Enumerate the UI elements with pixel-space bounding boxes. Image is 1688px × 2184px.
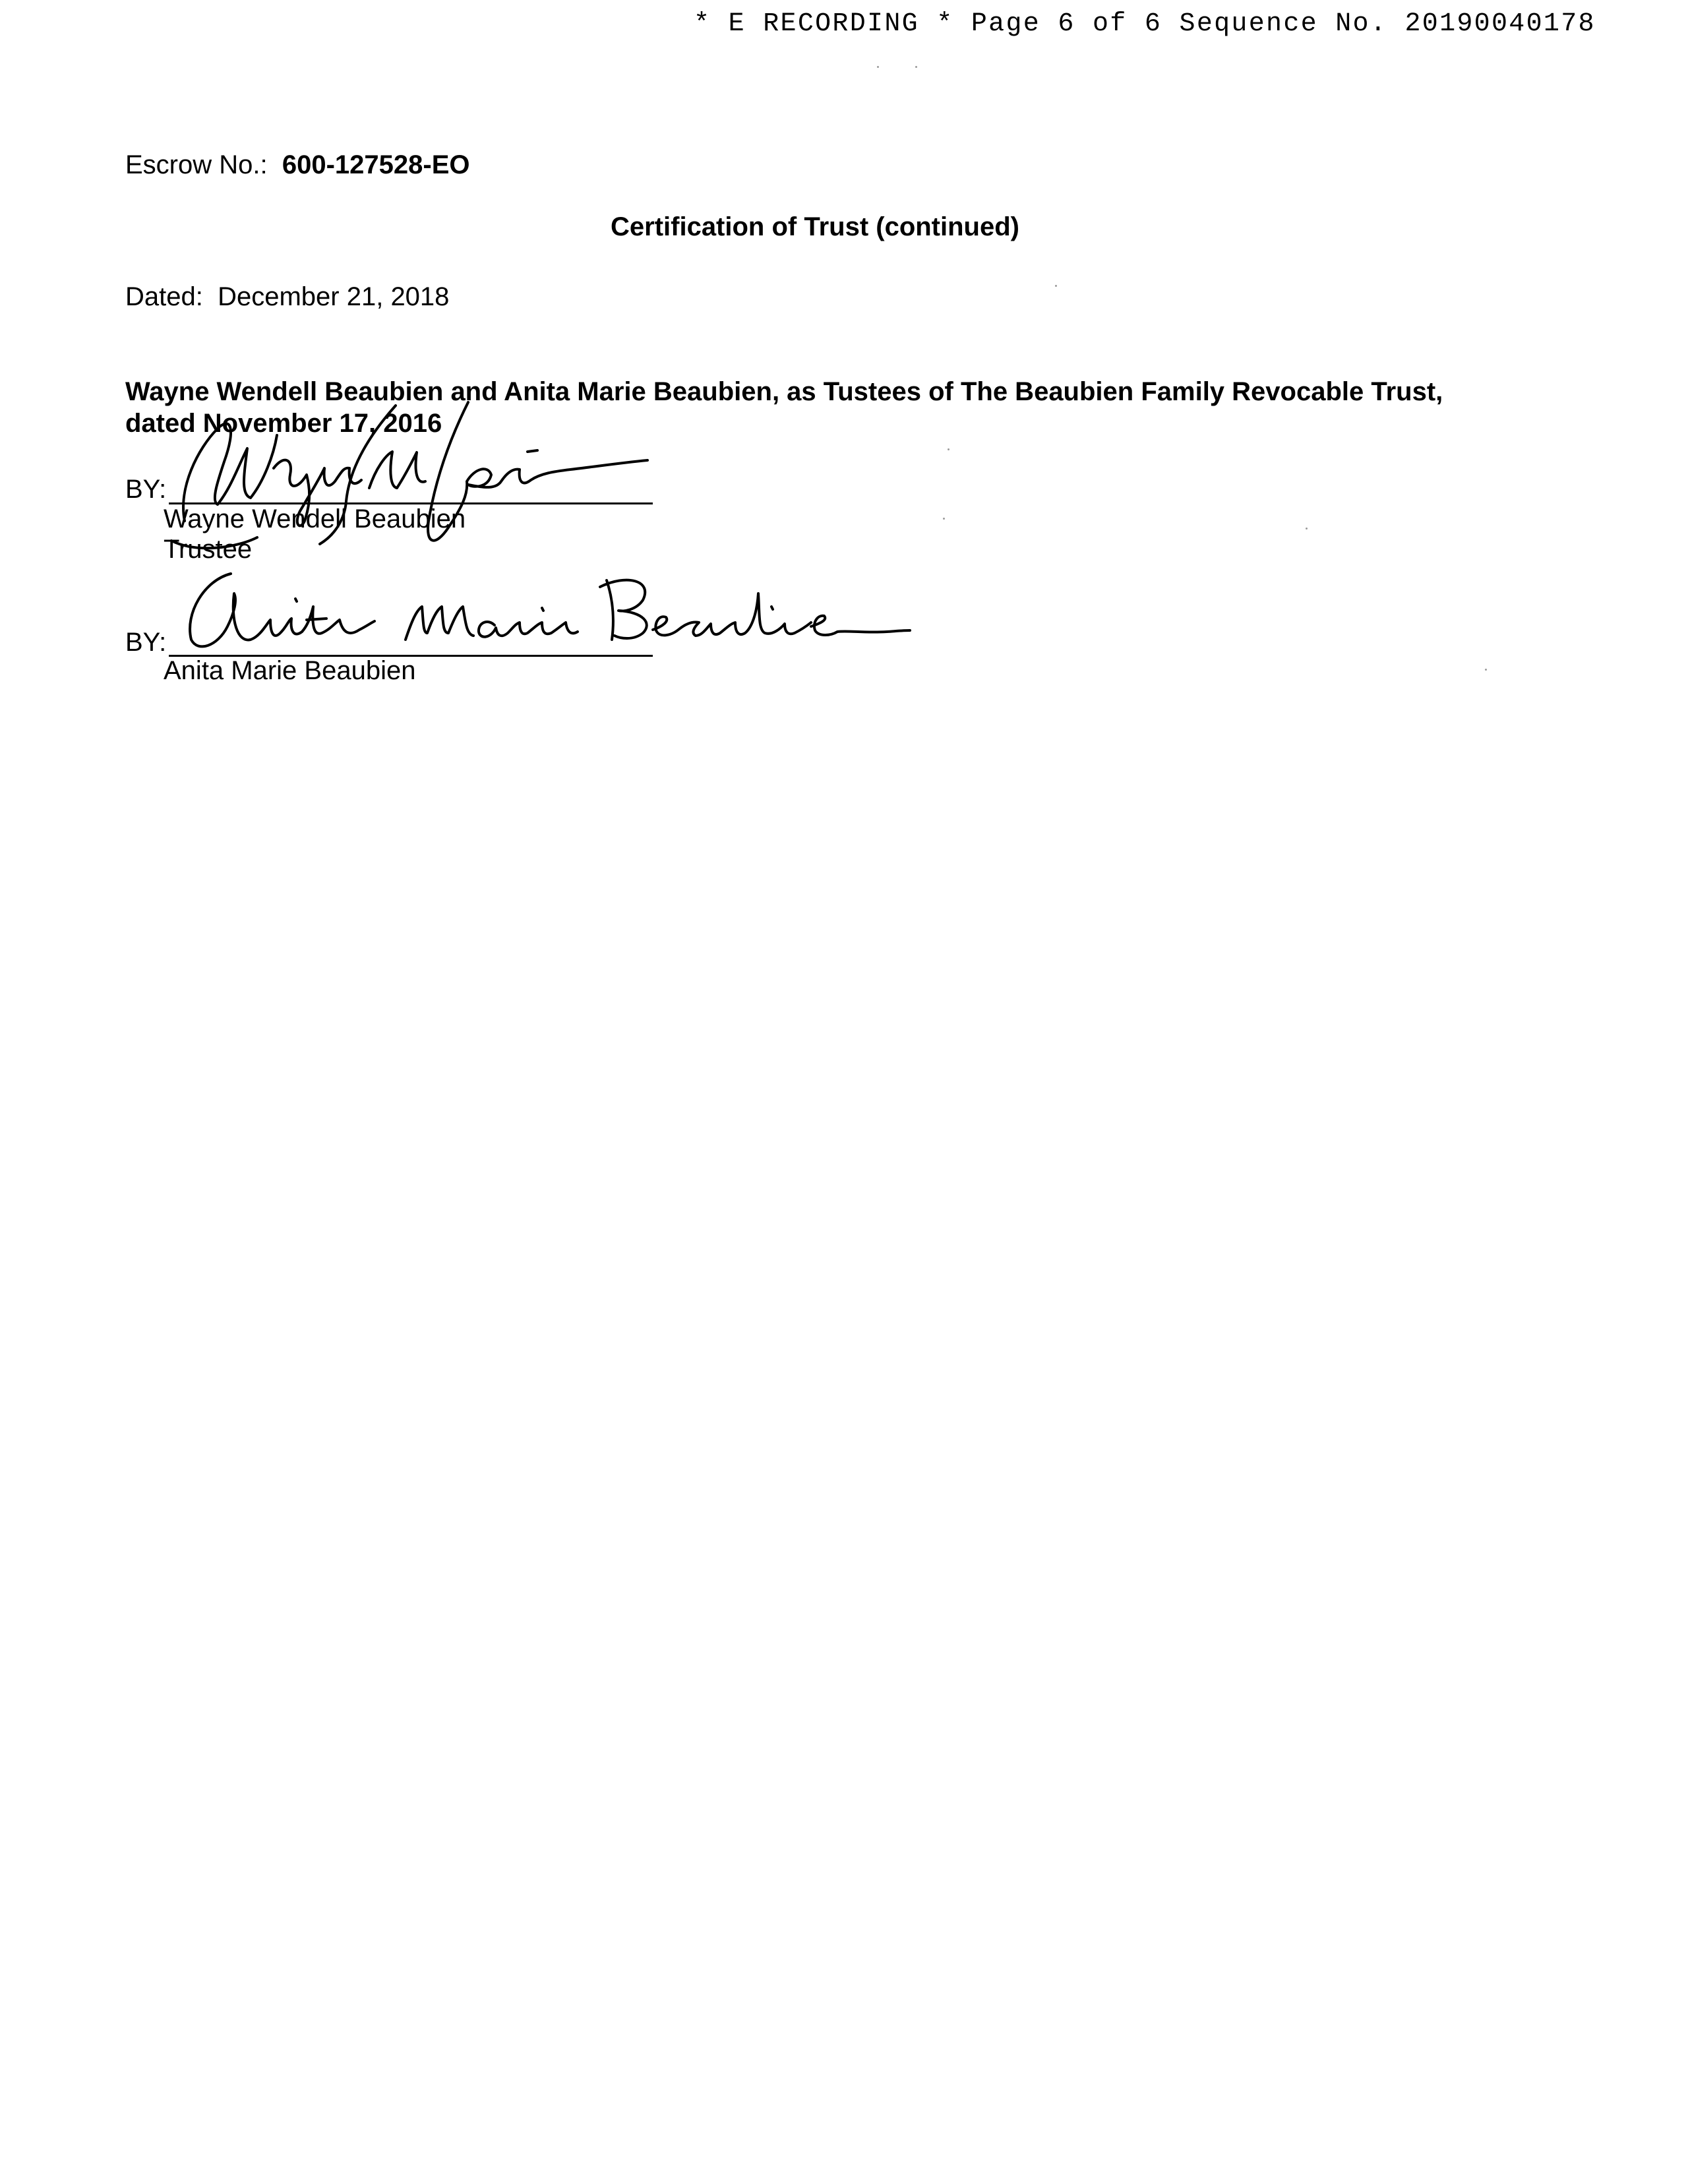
scan-speck — [948, 448, 950, 450]
signature-1-handwriting — [158, 389, 666, 567]
scan-speck — [1055, 285, 1057, 287]
scan-speck — [1485, 669, 1487, 671]
escrow-label: Escrow No.: — [125, 150, 268, 179]
signature-2-handwriting — [178, 567, 917, 659]
parties-line-2: dated November 17, 2016 — [125, 409, 442, 438]
signature-1-title: Trustee — [164, 535, 253, 564]
signature-1-name: Wayne Wendell Beaubien — [164, 504, 466, 533]
recording-header: * E RECORDING * Page 6 of 6 Sequence No. 20190040178 — [694, 9, 1596, 39]
scan-speck — [915, 66, 917, 68]
scan-speck — [943, 518, 945, 520]
document-title: Certification of Trust (continued) — [611, 212, 1019, 241]
signature-2-name: Anita Marie Beaubien — [164, 656, 416, 685]
escrow-value: 600-127528-EO — [282, 150, 470, 179]
parties-line-1: Wayne Wendell Beaubien and Anita Marie Beaubien, as Tustees of The Beaubien Family Revocable Trust, — [125, 377, 1443, 406]
dated-label: Dated: — [125, 282, 203, 311]
escrow-number — [125, 150, 470, 180]
dated-date: December 21, 2018 — [218, 282, 450, 311]
signature-2-by-label: BY: — [125, 628, 167, 657]
scan-speck — [1306, 528, 1308, 530]
signature-1-by-label: BY: — [125, 475, 167, 504]
dated-line — [125, 282, 449, 312]
scan-speck — [877, 66, 879, 68]
signature-2-signer — [164, 655, 415, 686]
